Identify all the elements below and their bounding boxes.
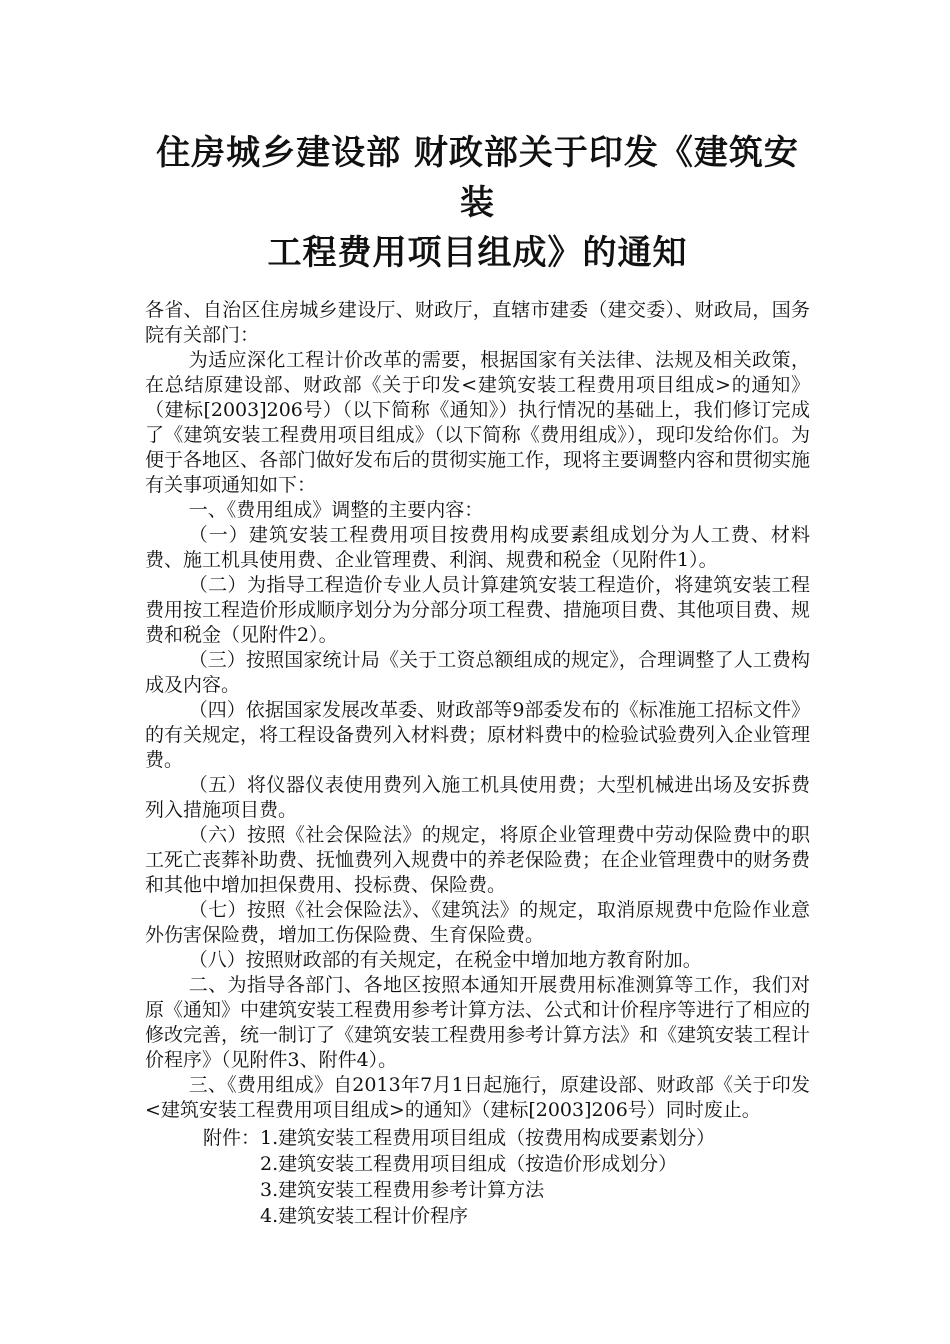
document-body [145, 298, 810, 1229]
attachment-item: 2.建筑安装工程费用项目组成（按造价形成划分） [260, 1153, 678, 1175]
paragraph-section-1-heading: 一、《费用组成》调整的主要内容： [188, 499, 484, 521]
document-page [145, 128, 810, 1229]
document-title [145, 128, 810, 278]
attachment-item: 1.建筑安装工程费用项目组成（按费用构成要素划分） [260, 1127, 716, 1149]
paragraph-item-6: （六）按照《社会保险法》的规定，将原企业管理费中劳动保险费中的职工死亡丧葬补助费、抚恤费列入规费中的养老保险费；在企业管理费中的财务费和其他中增加担保费用、投标费、保险费。 [145, 824, 811, 896]
attachment-row [145, 1151, 810, 1177]
paragraph-item-1: （一）建筑安装工程费用项目按费用构成要素组成划分为人工费、材料费、施工机具使用费、企业管理费、利润、规费和税金（见附件1）。 [145, 524, 810, 571]
paragraph-section-2: 二、为指导各部门、各地区按照本通知开展费用标准测算等工作，我们对原《通知》中建筑安装工程费用参考计算方法、公式和计价程序等进行了相应的修改完善，统一制订了《建筑安装工程费用参考计算方法》和《建筑安装工程计价程序》（见附件3、附件4）。 [145, 974, 811, 1071]
paragraph-item-3: （三）按照国家统计局《关于工资总额组成的规定》，合理调整了人工费构成及内容。 [145, 649, 810, 696]
paragraph-item-7: （七）按照《社会保险法》、《建筑法》的规定，取消原规费中危险作业意外伤害保险费，增加工伤保险费、生育保险费。 [145, 899, 810, 946]
paragraph-item-8: （八）按照财政部的有关规定，在税金中增加地方教育附加。 [188, 949, 702, 971]
paragraph-item-2: （二）为指导工程造价专业人员计算建筑安装工程造价，将建筑安装工程费用按工程造价形成顺序划分为分部分项工程费、措施项目费、其他项目费、规费和税金（见附件2）。 [145, 574, 811, 646]
paragraph-item-5: （五）将仪器仪表使用费列入施工机具使用费；大型机械进出场及安拆费列入措施项目费。 [145, 774, 810, 821]
attachment-row [145, 1125, 810, 1151]
attachments-list [145, 1125, 810, 1229]
attachment-item: 3.建筑安装工程费用参考计算方法 [260, 1179, 545, 1201]
addressee: 各省、自治区住房城乡建设厅、财政厅，直辖市建委（建交委）、财政局，国务院有关部门： [145, 299, 810, 346]
attachment-row [145, 1177, 810, 1203]
attachments-label: 附件： [202, 1127, 260, 1149]
title-line-2: 工程费用项目组成》的通知 [267, 233, 688, 273]
paragraph-item-4: （四）依据国家发展改革委、财政部等9部委发布的《标准施工招标文件》的有关规定，将工程设备费列入材料费；原材料费中的检验试验费列入企业管理费。 [145, 699, 811, 771]
attachment-item: 4.建筑安装工程计价程序 [260, 1205, 469, 1227]
attachment-row [145, 1203, 810, 1229]
paragraph-section-3: 三、《费用组成》自2013年7月1日起施行，原建设部、财政部《关于印发<建筑安装工程费用项目组成>的通知》（建标[2003]206号）同时废止。 [145, 1074, 810, 1121]
title-line-1: 住房城乡建设部 财政部关于印发《建筑安装 [156, 133, 799, 223]
paragraph-intro: 为适应深化工程计价改革的需要，根据国家有关法律、法规及相关政策，在总结原建设部、财政部《关于印发<建筑安装工程费用项目组成>的通知》（建标[2003]206号）（以下简称《通知》）执行情况的基础上，我们修订完成了《建筑安装工程费用项目组成》（以下简称《费用组成》），现印发给你们。为便于各地区、各部门做好发布后的贯彻实施工作，现将主要调整内容和贯彻实施有关事项通知如下： [145, 349, 811, 496]
